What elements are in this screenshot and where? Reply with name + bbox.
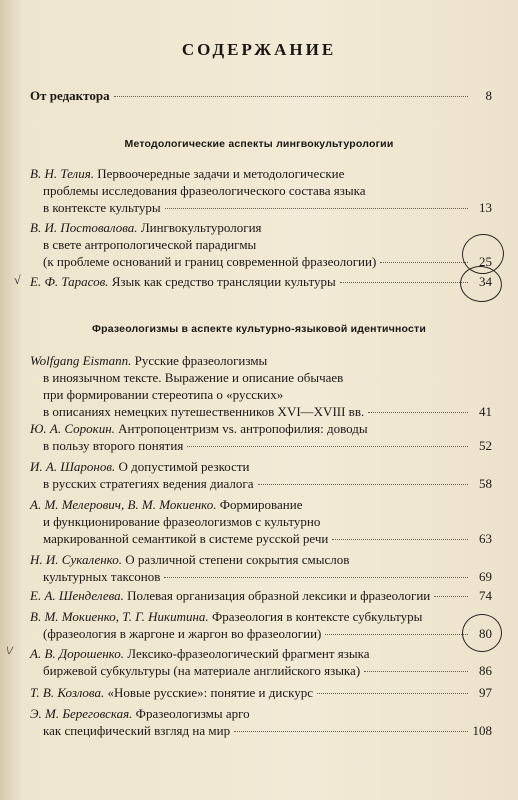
entry-author: В. Н. Телия. [30,166,94,181]
entry-title-line: культурных таксонов [43,569,161,584]
entry-text [30,220,262,235]
dot-leader [164,576,468,578]
toc-entry[interactable] [30,352,492,420]
entry-line [30,608,492,625]
entry-title-line: «Новые русские»: понятие и дискурс [107,685,314,700]
entry-text [43,475,254,492]
entry-text [30,587,430,604]
entry-text [43,403,364,420]
entry-title-line: О допустимой резкости [118,459,250,474]
entry-line [30,253,492,270]
entry-title-line: Антропоцентризм vs. антропофилия: доводы [118,421,368,436]
entry-author: А. М. Мелерович, В. М. Мокиенко. [30,497,217,512]
entry-title-line: проблемы исследования фразеологического состава языка [43,183,366,198]
entry-text [43,437,183,454]
entry-text [30,706,250,721]
entry-title-line: Язык как средство трансляции культуры [111,274,336,289]
toc-entry[interactable] [30,645,492,679]
page-number: 74 [479,588,492,603]
entry-line [30,369,492,386]
toc-entry[interactable] [30,684,492,701]
entry-title-line: в контексте культуры [43,200,161,215]
dot-leader [258,483,468,485]
page-number: 52 [479,438,492,453]
entry-text [43,199,161,216]
entry-text [30,421,368,436]
page-number: 8 [485,88,492,103]
entry-line [30,352,492,369]
entry-title-line: при формировании стереотипа о «русских» [43,387,284,402]
entry-line [30,513,492,530]
toc-entry[interactable] [30,273,492,290]
toc-entry[interactable] [30,420,492,454]
section-heading-identity: Фразеологизмы в аспекте культурно-языковой идентичности [91,323,427,335]
toc-entry[interactable] [30,165,492,216]
page-number: 63 [479,531,492,546]
entry-author: Т. В. Козлова. [30,685,105,700]
entry-text [43,530,328,547]
entry-title-line: и функционирование фразеологизмов с культурно [43,514,321,529]
page-number: 86 [479,663,492,678]
entry-title-line: в описаниях немецких путешественников XVI—XVIII вв. [43,404,365,419]
section-heading-methodology: Методологические аспекты лингвокультурологии [124,138,394,150]
entry-line [30,684,492,701]
entry-line [30,420,492,437]
dot-leader [187,445,468,447]
page-number: 25 [479,254,492,269]
entry-text [43,722,230,739]
entry-line [30,705,492,722]
entry-line [30,475,492,492]
entry-line [30,530,492,547]
toc-entry[interactable] [30,551,492,585]
page-number: 69 [479,569,492,584]
page-number: 41 [479,404,492,419]
entry-title-line: как специфический взгляд на мир [43,723,231,738]
entry-text: От редактора [30,88,110,103]
entry-title-line: Формирование [219,497,303,512]
entry-text [43,387,283,402]
entry-author: Е. А. Шенделева. [30,588,124,603]
entry-line [30,496,492,513]
entry-text [30,684,313,701]
dot-leader [332,538,468,540]
entry-author: И. А. Шаронов. [30,459,116,474]
toc-entry[interactable] [30,219,492,270]
page-number: 34 [479,274,492,289]
entry-title-line: маркированной семантикой в системе русской речи [43,531,329,546]
entry-line [30,458,492,475]
page-number: 80 [479,626,492,641]
page-number: 13 [479,200,492,215]
entry-text [43,253,376,270]
entry-line [30,645,492,662]
dot-leader [340,281,468,283]
entry-title-line: в русских стратегиях ведения диалога [43,476,254,491]
entry-author: Wolfgang Eismann. [30,353,132,368]
dot-leader [434,595,468,597]
handwritten-tick-mark: \/ [6,643,13,657]
entry-line [30,199,492,216]
dot-leader [165,207,468,209]
entry-line [30,587,492,604]
entry-text [30,166,344,181]
dot-leader [325,633,468,635]
dot-leader [368,411,468,413]
page-number: 58 [479,476,492,491]
entry-title-line: Лингвокультурология [140,220,262,235]
toc-entry[interactable] [30,587,492,604]
entry-author: А. В. Дорошенко. [30,646,125,661]
entry-text [43,568,160,585]
entry-title-line: Русские фразеологизмы [134,353,268,368]
entry-title-line: Первоочередные задачи и методологические [97,166,345,181]
entry-author: Э. М. Береговская. [30,706,133,721]
entry-title-line: биржевой субкультуры (на материале английского языка) [43,663,361,678]
entry-title-line: в пользу второго понятия [43,438,184,453]
entry-title-line: в свете антропологической парадигмы [43,237,257,252]
entry-title-line: Полевая организация образной лексики и фразеологии [127,588,431,603]
entry-text [43,662,360,679]
entry-line [30,386,492,403]
entry-line [30,568,492,585]
entry-author: В. И. Постовалова. [30,220,138,235]
entry-title-line: в иноязычном тексте. Выражение и описание обычаев [43,370,344,385]
entry-line [30,403,492,420]
page-number: 108 [472,723,492,738]
entry-title-line: Лексико-фразеологический фрагмент языка [127,646,370,661]
entry-author: Е. Ф. Тарасов. [30,274,109,289]
entry-text [30,646,370,661]
entry-text [30,552,349,567]
dot-leader [380,261,468,263]
entry-line [30,236,492,253]
entry-line [30,273,492,290]
entry-text [43,514,320,529]
entry-title-line: Фразеология в контексте субкультуры [211,609,423,624]
handwritten-tick-mark: √ [14,273,21,287]
dot-leader [114,95,468,97]
entry-text [30,353,267,368]
entry-line [30,625,492,642]
entry-text [30,273,336,290]
entry-text [43,370,343,385]
entry-line [30,722,492,739]
entry-line [30,662,492,679]
entry-line [30,551,492,568]
entry-author: Ю. А. Сорокин. [30,421,115,436]
entry-author: В. М. Мокиенко, Т. Г. Никитина. [30,609,209,624]
toc-entry[interactable] [30,608,492,642]
entry-line [30,219,492,236]
entry-text [43,625,321,642]
entry-title-line: (фразеология в жаргоне и жаргон во фразеологии) [43,626,322,641]
page-title: СОДЕРЖАНИЕ [181,40,337,59]
toc-entry-foreword[interactable] [30,87,492,104]
entry-line [30,182,492,199]
entry-text [43,237,256,252]
toc-entry[interactable] [30,705,492,739]
entry-text [30,459,250,474]
entry-title-line: О различной степени сокрытия смыслов [125,552,350,567]
entry-text [30,609,422,624]
entry-title-line: Фразеологизмы арго [135,706,250,721]
toc-entry[interactable] [30,496,492,547]
dot-leader [234,730,468,732]
dot-leader [364,670,468,672]
page-number: 97 [479,685,492,700]
entry-author: Н. И. Сукаленко. [30,552,123,567]
entry-text [30,497,302,512]
entry-title-line: (к проблеме оснований и границ современной фразеологии) [43,254,377,269]
entry-text [43,183,366,198]
entry-line [30,165,492,182]
entry-line [30,437,492,454]
toc-entry[interactable] [30,458,492,492]
dot-leader [317,692,468,694]
